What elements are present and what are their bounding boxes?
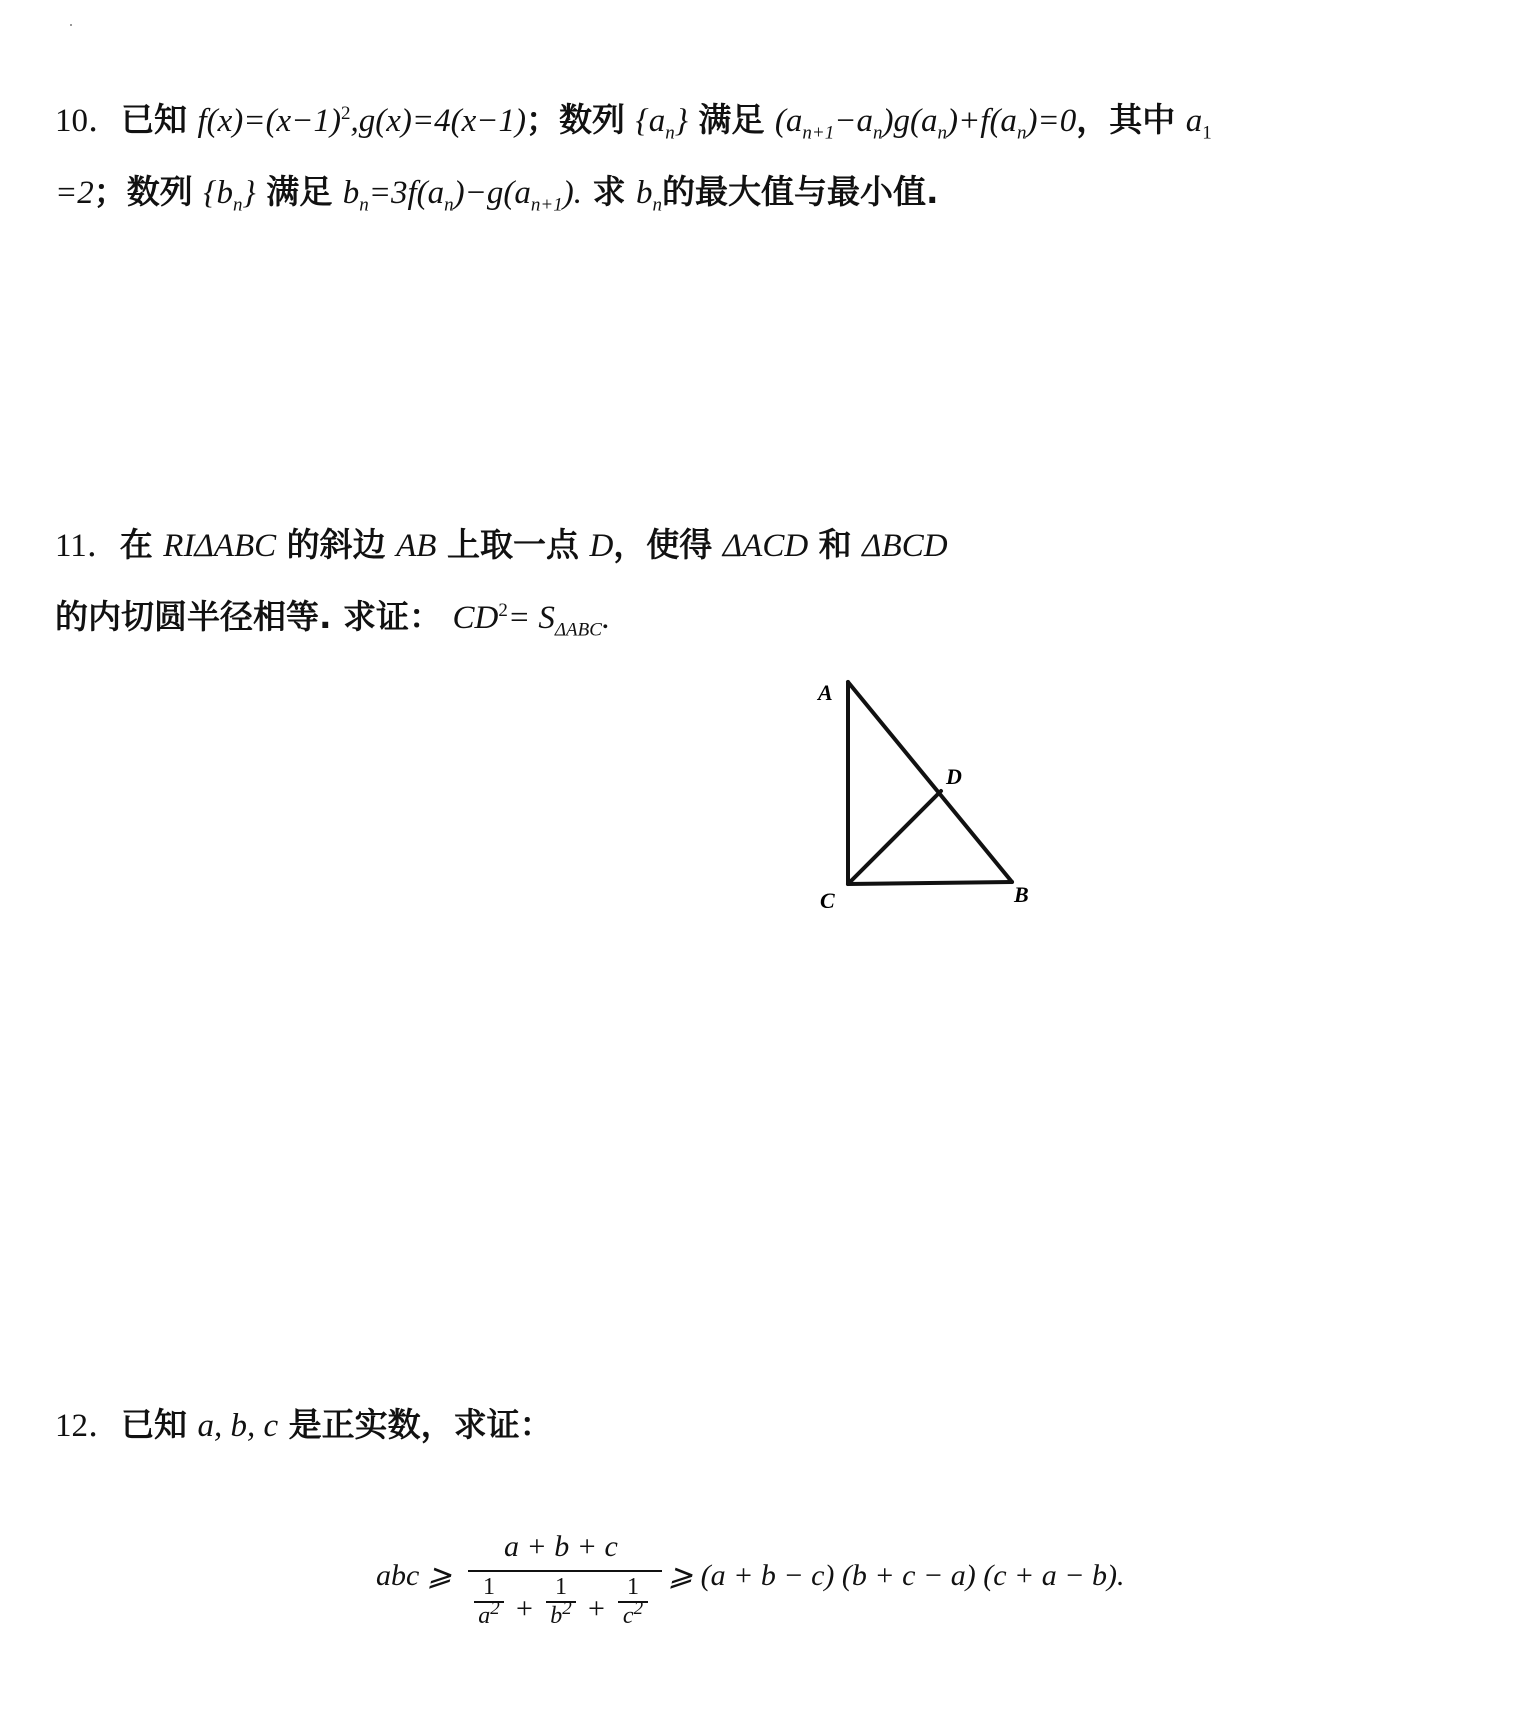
problem-number: 10． xyxy=(55,103,121,139)
segment-cd xyxy=(848,791,941,884)
label-b: B xyxy=(1014,882,1029,907)
formula-lhs: abc ⩾ xyxy=(376,1559,452,1592)
hypotenuse-ab xyxy=(848,682,1012,882)
frac-b: 1 $b^2$ xyxy=(544,1574,578,1630)
label-d: D xyxy=(946,764,962,789)
inequality-formula: abc ⩾ a + b + c 1 $a^2$ + 1 $b^2$ + 1 $c^2$ ⩾ (a + b − c) (b + c − a) (c + a − b). xyxy=(376,1530,1125,1629)
frac-a: 1 $a^2$ xyxy=(472,1574,506,1630)
fraction-bar xyxy=(468,1570,662,1572)
frac-c: 1 $c^2$ xyxy=(616,1574,650,1630)
label-c: C xyxy=(820,888,835,913)
formula-numerator: a + b + c xyxy=(504,1530,618,1563)
label-a: A xyxy=(818,680,833,705)
scan-dot xyxy=(70,24,72,26)
problem-number: 11． xyxy=(55,528,120,564)
problem-11-line-2: 的内切圆半径相等. 求证： $CD^2= S_{\Delta ABC}$. xyxy=(55,597,611,641)
problem-10-line-1: 10．已知 $f(x)=(x-1)^2,g(x)=4(x-1)$；数列 $\{a_n\}$ 满足 $(a_{n+1}-a_n)g(a_n)+f(a_n)=0$，其中 $a_1$ xyxy=(55,100,1212,144)
right-triangle-figure xyxy=(800,670,1060,920)
problem-12-line-1: 12．已知 a, b, c 是正实数，求证： xyxy=(55,1405,553,1444)
problem-11-line-1: 11．在 RIΔABC 的斜边 AB 上取一点 D，使得 ΔACD 和 ΔBCD xyxy=(55,525,948,564)
problem-number: 12． xyxy=(55,1408,121,1444)
formula-rhs: ⩾ (a + b − c) (b + c − a) (c + a − b). xyxy=(668,1559,1125,1592)
side-cb xyxy=(848,882,1012,884)
problem-10-line-2: =2；数列 $\{b_n\}$ 满足 $b_n=3f(a_n)-g(a_{n+1})$. 求 $b_n$的最大值与最小值. xyxy=(55,172,939,216)
